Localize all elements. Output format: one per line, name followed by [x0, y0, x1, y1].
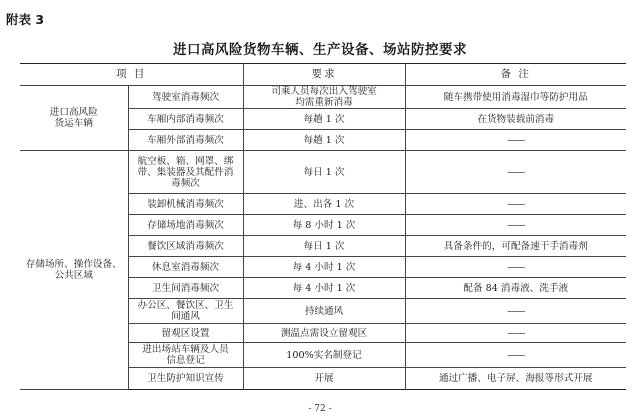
header-item: 项 目	[20, 64, 243, 86]
appendix-label: 附表 3	[6, 12, 45, 27]
item-cell: 航空板、箱、网罩、绑 带、集装器及其配件消 毒频次	[128, 151, 243, 194]
remark-cell: 在货物装载前消毒	[405, 109, 626, 130]
requirement-cell: 每趟 1 次	[243, 130, 405, 151]
requirement-cell: 每 4 小时 1 次	[243, 257, 405, 278]
remark-cell: ——	[405, 257, 626, 278]
item-cell: 留观区设置	[128, 324, 243, 343]
requirement-cell: 测温点需设立留观区	[243, 324, 405, 343]
requirement-cell: 每趟 1 次	[243, 109, 405, 130]
document-title: 进口高风险货物车辆、生产设备、场站防控要求	[173, 42, 467, 58]
table-header-row	[20, 64, 626, 86]
item-cell: 驾驶室消毒频次	[128, 86, 243, 109]
requirement-cell: 100%实名制登记	[243, 343, 405, 368]
group-cell-sites: 存储场所、操作设备、 公共区域	[20, 151, 128, 390]
remark-cell: ——	[405, 215, 626, 236]
item-cell: 进出场站车辆及人员 信息登记	[128, 343, 243, 368]
group-cell-vehicles: 进口高风险 货运车辆	[20, 86, 128, 151]
remark-cell: ——	[405, 324, 626, 343]
remark-cell: ——	[405, 299, 626, 324]
requirement-cell: 每日 1 次	[243, 236, 405, 257]
item-cell: 餐饮区域消毒频次	[128, 236, 243, 257]
item-cell: 卫生防护知识宣传	[128, 368, 243, 390]
remark-cell: 配备 84 消毒液、洗手液	[405, 278, 626, 299]
header-remark: 备 注	[405, 64, 626, 86]
table-row	[20, 86, 626, 109]
table-row	[20, 151, 626, 194]
header-requirement: 要求	[243, 64, 405, 86]
item-cell: 车厢内部消毒频次	[128, 109, 243, 130]
item-cell: 休息室消毒频次	[128, 257, 243, 278]
requirement-cell: 每 4 小时 1 次	[243, 278, 405, 299]
item-cell: 卫生间消毒频次	[128, 278, 243, 299]
requirements-table	[20, 63, 626, 390]
requirement-cell: 持续通风	[243, 299, 405, 324]
item-cell: 办公区、餐饮区、卫生 间通风	[128, 299, 243, 324]
remark-cell: 具备条件的，可配备速干手消毒剂	[405, 236, 626, 257]
item-cell: 车厢外部消毒频次	[128, 130, 243, 151]
requirement-cell: 开展	[243, 368, 405, 390]
requirement-cell: 每日 1 次	[243, 151, 405, 194]
item-cell: 装卸机械消毒频次	[128, 194, 243, 215]
requirement-cell: 每 8 小时 1 次	[243, 215, 405, 236]
remark-cell: ——	[405, 343, 626, 368]
page-number: - 72 -	[308, 404, 332, 414]
remark-cell: ——	[405, 130, 626, 151]
requirement-cell: 进、出各 1 次	[243, 194, 405, 215]
item-cell: 存储场地消毒频次	[128, 215, 243, 236]
remark-cell: 通过广播、电子屏、海报等形式开展	[405, 368, 626, 390]
requirement-cell: 司乘人员每次出入驾驶室 均需重新消毒	[243, 86, 405, 109]
remark-cell: 随车携带使用消毒湿巾等防护用品	[405, 86, 626, 109]
remark-cell: ——	[405, 151, 626, 194]
remark-cell: ——	[405, 194, 626, 215]
